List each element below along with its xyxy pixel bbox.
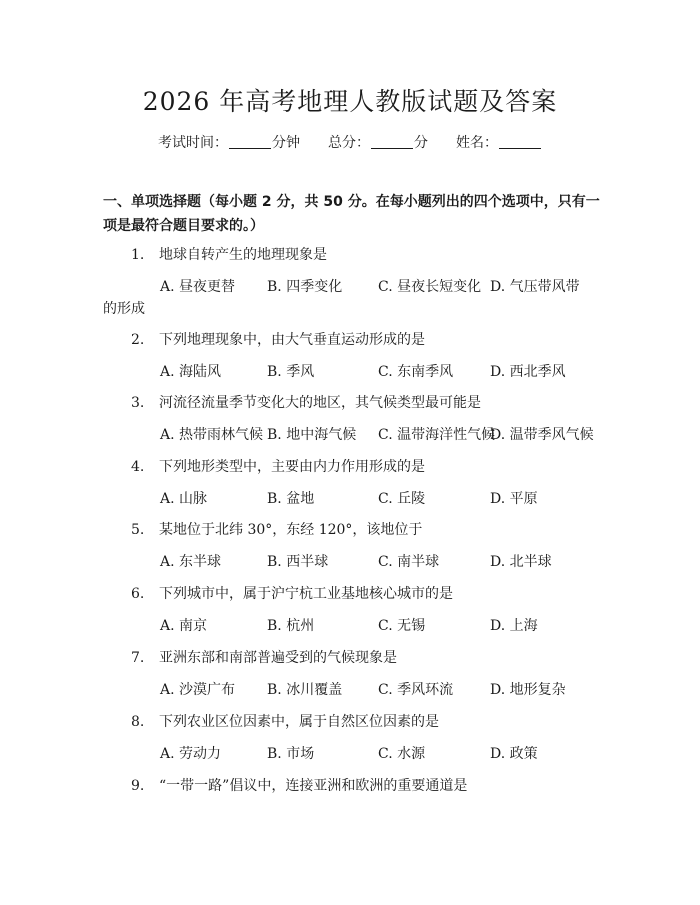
option-a: A. 东半球 [160,554,222,570]
question-text: 下列农业区位因素中，属于自然区位因素的是 [159,714,439,730]
question-number: 7. [131,650,145,666]
question-text: 亚洲东部和南部普遍受到的气候现象是 [159,650,397,666]
option-a: A. 昼夜更替 [160,279,236,295]
name-blank [499,134,541,149]
question-stem [131,456,425,476]
question-text: 下列地形类型中，主要由内力作用形成的是 [159,459,425,475]
option-c: C. 无锡 [378,618,426,634]
name-label: 姓名： [456,135,498,151]
question-number: 9. [131,778,145,794]
question-text: 某地位于北纬 30°，东经 120°，该地位于 [159,522,423,538]
score-blank [371,134,413,149]
question-text: 河流径流量季节变化大的地区，其气候类型最可能是 [159,395,481,411]
question-text: 地球自转产生的地理现象是 [159,247,327,263]
exam-info-line [0,132,700,152]
option-c: C. 昼夜长短变化 [378,279,482,295]
question-stem [131,244,327,264]
question-number: 5. [131,522,145,538]
option-d: D. 上海 [490,618,538,634]
option-d: D. 地形复杂 [490,682,566,698]
question-stem [131,711,439,731]
option-b: B. 市场 [267,746,315,762]
option-d: D. 平原 [490,491,538,507]
option-b: B. 四季变化 [267,279,343,295]
option-c: C. 南半球 [378,554,440,570]
question-stem [131,329,425,349]
option-d: D. 温带季风气候 [490,427,594,443]
option-b: B. 地中海气候 [267,427,357,443]
option-a: A. 沙漠广布 [160,682,236,698]
option-continuation: 的形成 [103,301,145,317]
option-b: B. 冰川覆盖 [267,682,343,698]
option-b: B. 季风 [267,364,315,380]
question-stem [131,775,467,795]
section-heading: 一、单项选择题（每小题 2 分，共 50 分。在每小题列出的四个选项中，只有一项是最符合题目要求的。） [103,194,600,234]
option-b: B. 杭州 [267,618,315,634]
option-a: A. 山脉 [160,491,208,507]
option-a: A. 劳动力 [160,746,222,762]
question-text: “一带一路”倡议中，连接亚洲和欧洲的重要通道是 [159,778,468,794]
time-unit: 分钟 [272,135,300,151]
time-blank [229,134,271,149]
exam-title: 2026 年高考地理人教版试题及答案 [142,87,558,116]
option-d: D. 西北季风 [490,364,566,380]
option-c: C. 丘陵 [378,491,426,507]
question-number: 3. [131,395,145,411]
score-unit: 分 [414,135,428,151]
option-a: A. 海陆风 [160,364,222,380]
option-d: D. 北半球 [490,554,552,570]
question-stem [131,583,453,603]
time-label: 考试时间： [158,135,228,151]
question-text: 下列地理现象中，由大气垂直运动形成的是 [159,332,425,348]
question-number: 6. [131,586,145,602]
option-b: B. 盆地 [267,491,315,507]
question-number: 1. [131,247,145,263]
question-stem [131,392,481,412]
option-c: C. 水源 [378,746,426,762]
question-text: 下列城市中，属于沪宁杭工业基地核心城市的是 [159,586,453,602]
option-c: C. 温带海洋性气候 [378,427,496,443]
question-number: 2. [131,332,145,348]
score-label: 总分： [328,135,370,151]
option-a: A. 南京 [160,618,208,634]
question-stem [131,519,422,539]
option-d: D. 政策 [490,746,538,762]
option-d: D. 气压带风带 [490,279,580,295]
option-a: A. 热带雨林气候 [160,427,264,443]
option-b: B. 西半球 [267,554,329,570]
option-c: C. 季风环流 [378,682,454,698]
option-c: C. 东南季风 [378,364,454,380]
question-number: 8. [131,714,145,730]
question-number: 4. [131,459,145,475]
question-stem [131,647,397,667]
